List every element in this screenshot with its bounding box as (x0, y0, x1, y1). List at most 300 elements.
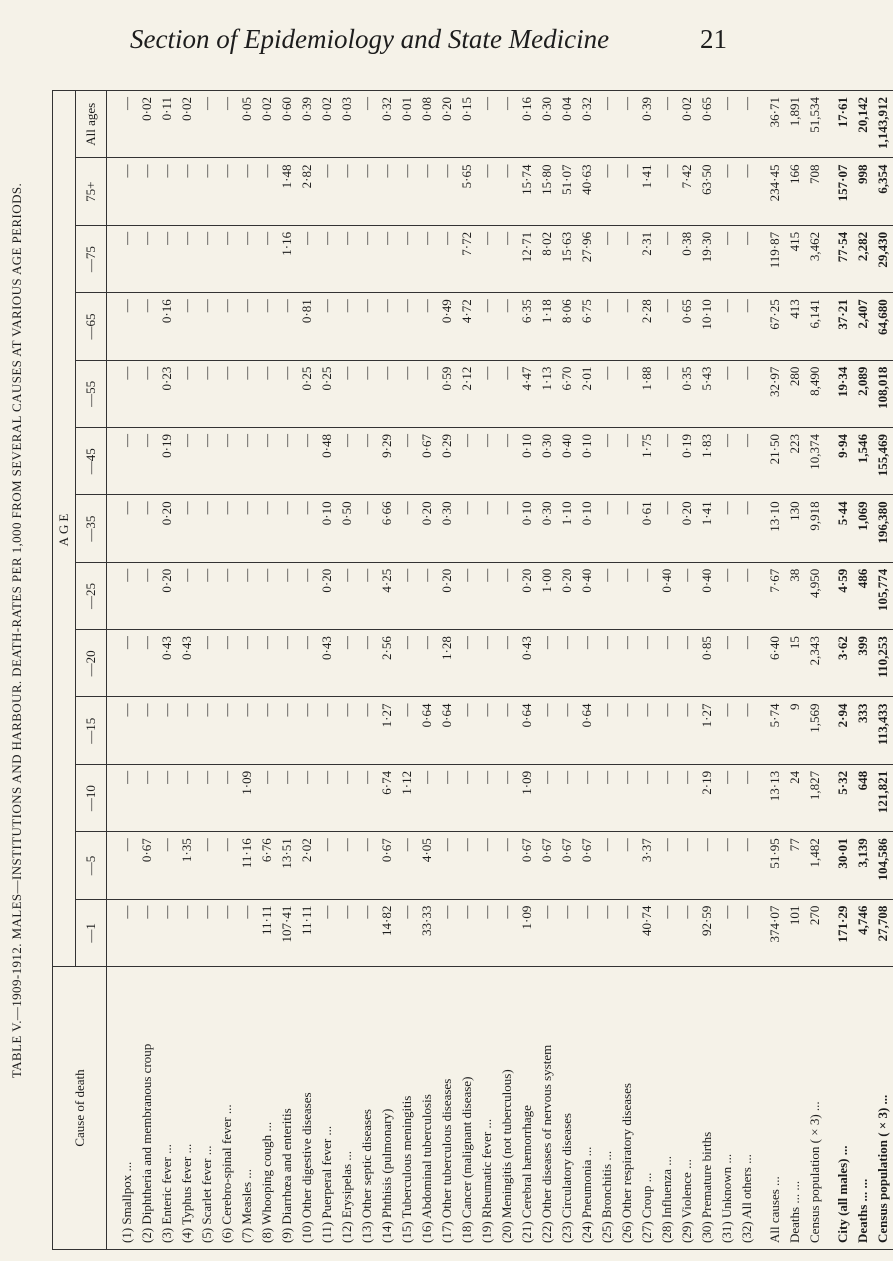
rate-cell: — (107, 91, 138, 159)
rate-cell: — (137, 158, 157, 225)
rate-cell: — (257, 428, 277, 495)
rate-cell: — (417, 225, 437, 292)
rate-cell: — (137, 495, 157, 562)
rate-cell: — (717, 562, 737, 629)
rate-cell: — (677, 899, 697, 966)
rate-cell: — (217, 158, 237, 225)
rate-cell: — (177, 899, 197, 966)
rate-cell: — (497, 91, 517, 159)
rate-cell: — (177, 428, 197, 495)
rate-cell: 38 (785, 562, 805, 629)
rate-cell: 0·16 (517, 91, 537, 159)
rate-cell: — (717, 293, 737, 360)
rate-cell: — (197, 158, 217, 225)
rate-cell: — (597, 899, 617, 966)
cause-label: (29) Violence ... (677, 967, 697, 1250)
rate-cell: — (737, 630, 757, 697)
rate-cell: — (197, 832, 217, 899)
rate-cell: — (437, 899, 457, 966)
cause-label: (15) Tuberculous meningitis (397, 967, 417, 1250)
cause-label: (32) All others ... (737, 967, 757, 1250)
rate-cell: — (257, 293, 277, 360)
rate-cell: — (657, 293, 677, 360)
rate-cell: 10·10 (697, 293, 717, 360)
rate-cell: — (737, 562, 757, 629)
table-row (637, 91, 657, 1250)
rate-cell: 0·20 (417, 495, 437, 562)
rate-cell: 0·11 (157, 91, 177, 159)
cause-label: Census population ( × 3) ... (805, 967, 825, 1250)
rate-cell: 4·47 (517, 360, 537, 427)
rate-cell: — (477, 158, 497, 225)
rate-cell: — (737, 764, 757, 831)
rate-cell: — (277, 495, 297, 562)
rate-cell: — (277, 630, 297, 697)
rate-cell: — (217, 428, 237, 495)
section-title: Section of Epidemiology and State Medicine (130, 24, 610, 54)
rate-cell: — (217, 630, 237, 697)
rate-cell: 0·40 (657, 562, 677, 629)
rate-cell: — (637, 764, 657, 831)
cause-label: (4) Typhus fever ... (177, 967, 197, 1250)
rate-cell: — (397, 428, 417, 495)
rate-cell: 1·00 (537, 562, 557, 629)
rate-cell: 3,462 (805, 225, 825, 292)
rate-cell: — (557, 764, 577, 831)
rate-cell: — (717, 91, 737, 159)
rate-cell: 0·59 (437, 360, 457, 427)
rate-cell: 0·20 (157, 495, 177, 562)
rate-cell: — (657, 428, 677, 495)
rate-cell: — (177, 495, 197, 562)
rate-cell: — (297, 630, 317, 697)
table-row (237, 91, 257, 1250)
rate-cell: — (497, 360, 517, 427)
rate-cell: 0·40 (557, 428, 577, 495)
rate-cell: 17·61 (833, 91, 853, 159)
rate-cell: — (107, 495, 138, 562)
table-row (477, 91, 497, 1250)
table-row (197, 91, 217, 1250)
rate-cell: — (397, 293, 417, 360)
rate-cell: 19·34 (833, 360, 853, 427)
rate-cell: — (297, 495, 317, 562)
rate-cell: — (657, 630, 677, 697)
rate-cell: — (597, 225, 617, 292)
rate-cell: — (437, 225, 457, 292)
rate-cell: 1·88 (637, 360, 657, 427)
rate-cell: 15·74 (517, 158, 537, 225)
rate-cell: — (617, 764, 637, 831)
rate-cell: — (377, 158, 397, 225)
rate-cell: 19·30 (697, 225, 717, 292)
rate-cell: 2·56 (377, 630, 397, 697)
rate-cell: 4·59 (833, 562, 853, 629)
rate-cell: — (737, 360, 757, 427)
rate-cell: — (177, 764, 197, 831)
rate-cell: 0·43 (157, 630, 177, 697)
rate-cell: 0·29 (437, 428, 457, 495)
rate-cell: — (657, 158, 677, 225)
cause-label: (12) Erysipelas ... (337, 967, 357, 1250)
rate-cell: 29,430 (873, 225, 893, 292)
rate-cell: 166 (785, 158, 805, 225)
rate-cell: 104,586 (873, 832, 893, 899)
rate-cell: — (157, 158, 177, 225)
rate-cell: 7·42 (677, 158, 697, 225)
rate-cell: 270 (805, 899, 825, 966)
rate-cell: — (437, 764, 457, 831)
table-row (577, 91, 597, 1250)
rate-cell: — (537, 697, 557, 764)
rate-cell: 108,018 (873, 360, 893, 427)
rate-cell: 119·87 (765, 225, 785, 292)
rate-cell: 0·10 (317, 495, 337, 562)
rate-cell: 0·60 (277, 91, 297, 159)
rate-cell: 223 (785, 428, 805, 495)
rate-cell: 0·30 (437, 495, 457, 562)
rate-cell: 171·29 (833, 899, 853, 966)
rate-cell: — (137, 630, 157, 697)
rate-cell: — (497, 832, 517, 899)
rate-cell: 15·80 (537, 158, 557, 225)
rate-cell: — (557, 697, 577, 764)
rate-cell: 6·70 (557, 360, 577, 427)
rate-cell: 13·10 (765, 495, 785, 562)
rate-cell: 11·16 (237, 832, 257, 899)
rate-cell: — (177, 562, 197, 629)
rate-cell: — (277, 697, 297, 764)
rate-cell: 0·38 (677, 225, 697, 292)
rate-cell: — (107, 158, 138, 225)
rate-cell: 40·74 (637, 899, 657, 966)
rate-cell: 0·19 (157, 428, 177, 495)
rate-cell: 67·25 (765, 293, 785, 360)
age-column-header: —75 (76, 225, 107, 292)
rate-cell: 2·28 (637, 293, 657, 360)
rate-cell: 0·08 (417, 91, 437, 159)
rate-cell: 63·50 (697, 158, 717, 225)
table-row (517, 91, 537, 1250)
rate-cell: — (317, 293, 337, 360)
age-column-header: —10 (76, 764, 107, 831)
rate-cell: 0·02 (177, 91, 197, 159)
rate-cell: — (737, 697, 757, 764)
rate-cell: 0·20 (317, 562, 337, 629)
rate-cell: — (537, 764, 557, 831)
rate-cell: — (177, 697, 197, 764)
rate-cell: — (477, 495, 497, 562)
cause-label: (5) Scarlet fever ... (197, 967, 217, 1250)
rate-cell: — (297, 225, 317, 292)
rate-cell: — (237, 360, 257, 427)
rate-cell: — (257, 495, 277, 562)
rate-cell: — (657, 360, 677, 427)
rate-cell: — (397, 225, 417, 292)
rate-cell: 1,546 (853, 428, 873, 495)
rate-cell: 486 (853, 562, 873, 629)
rate-cell: 0·16 (157, 293, 177, 360)
rate-cell: 5·43 (697, 360, 717, 427)
page-number: 21 (700, 24, 727, 54)
rate-cell: 0·48 (317, 428, 337, 495)
rate-cell: — (617, 630, 637, 697)
rate-cell: 0·20 (677, 495, 697, 562)
rate-cell: 32·97 (765, 360, 785, 427)
rate-cell: 1,569 (805, 697, 825, 764)
cause-label: (20) Meningitis (not tuberculous) (497, 967, 517, 1250)
rate-cell: — (337, 764, 357, 831)
cause-label: (26) Other respiratory diseases (617, 967, 637, 1250)
rate-cell: — (217, 225, 237, 292)
rate-cell: 4·72 (457, 293, 477, 360)
rate-cell: — (177, 225, 197, 292)
rate-cell: — (357, 562, 377, 629)
rate-cell: — (197, 630, 217, 697)
rate-cell: — (417, 293, 437, 360)
rate-cell: 0·20 (437, 91, 457, 159)
rate-cell: 0·02 (257, 91, 277, 159)
rate-cell: 2·82 (297, 158, 317, 225)
rate-cell: 0·61 (637, 495, 657, 562)
table-row (805, 91, 825, 1250)
rate-cell: — (337, 360, 357, 427)
rate-cell: — (277, 764, 297, 831)
rate-cell: 37·21 (833, 293, 853, 360)
cause-label: (21) Cerebral hæmorrhage (517, 967, 537, 1250)
rate-cell: 374·07 (765, 899, 785, 966)
age-column-header: —25 (76, 562, 107, 629)
rate-cell: — (197, 697, 217, 764)
rate-cell: 9,918 (805, 495, 825, 562)
cause-label: (8) Whooping cough ... (257, 967, 277, 1250)
running-header (0, 0, 800, 82)
age-super-header: AGE (53, 91, 76, 967)
rate-cell: — (737, 293, 757, 360)
rate-cell: — (177, 360, 197, 427)
rate-cell: — (497, 630, 517, 697)
table-row (397, 91, 417, 1250)
rate-cell: 8,490 (805, 360, 825, 427)
rate-cell: — (717, 360, 737, 427)
rate-cell: 1,891 (785, 91, 805, 159)
rate-cell: 998 (853, 158, 873, 225)
rate-cell: 0·10 (517, 495, 537, 562)
rate-cell: — (477, 91, 497, 159)
rate-cell: — (717, 225, 737, 292)
rate-cell: — (597, 832, 617, 899)
rate-cell: 708 (805, 158, 825, 225)
rate-cell: 234·45 (765, 158, 785, 225)
rate-cell: — (357, 899, 377, 966)
rate-cell: 0·30 (537, 428, 557, 495)
rate-cell: — (317, 764, 337, 831)
rate-cell: 2·01 (577, 360, 597, 427)
rate-cell: — (297, 428, 317, 495)
rate-cell: 77·54 (833, 225, 853, 292)
rate-cell: — (377, 360, 397, 427)
rate-cell: — (377, 225, 397, 292)
cause-header: Cause of death (53, 967, 107, 1250)
rate-cell: — (157, 764, 177, 831)
rate-cell: 4·05 (417, 832, 437, 899)
rate-cell: — (677, 764, 697, 831)
cause-label: Census population ( × 3) ... (873, 967, 893, 1250)
rate-cell: 0·32 (577, 91, 597, 159)
rate-cell: — (717, 630, 737, 697)
rate-cell: 8·06 (557, 293, 577, 360)
rate-cell: 3,139 (853, 832, 873, 899)
rate-cell: — (717, 428, 737, 495)
table-row (497, 91, 517, 1250)
rate-cell: 12·71 (517, 225, 537, 292)
rate-cell: — (237, 697, 257, 764)
rate-cell: — (397, 158, 417, 225)
rate-cell: 0·30 (537, 91, 557, 159)
rate-cell: — (497, 428, 517, 495)
rate-cell: — (337, 293, 357, 360)
rate-cell: — (357, 293, 377, 360)
rate-cell: 5·65 (457, 158, 477, 225)
rotated-table-wrapper (52, 90, 890, 1250)
rate-cell: — (637, 630, 657, 697)
rate-cell: 1·75 (637, 428, 657, 495)
rate-cell: — (197, 899, 217, 966)
rate-cell: — (657, 832, 677, 899)
table-caption: TABLE V.—1909-1912. MALES—INSTITUTIONS AND HARBOUR. DEATH-RATES PER 1,000 FROM SEVERAL CAUSES AT VARIOUS AGE PERIODS. (9, 182, 24, 1079)
rate-cell: — (357, 697, 377, 764)
rate-cell: — (477, 428, 497, 495)
rate-cell: — (177, 293, 197, 360)
rate-cell: — (357, 158, 377, 225)
rate-cell: 113,433 (873, 697, 893, 764)
rate-cell: 0·67 (557, 832, 577, 899)
rate-cell: — (297, 562, 317, 629)
rate-cell: — (137, 428, 157, 495)
rate-cell: 14·82 (377, 899, 397, 966)
rate-cell: 10,374 (805, 428, 825, 495)
rate-cell: 121,821 (873, 764, 893, 831)
rate-cell: 3·37 (637, 832, 657, 899)
rate-cell: — (477, 630, 497, 697)
rate-cell: — (617, 91, 637, 159)
rate-cell: 2·12 (457, 360, 477, 427)
age-column-header: —45 (76, 428, 107, 495)
rate-cell: — (397, 562, 417, 629)
rate-cell: — (737, 428, 757, 495)
rate-cell: 0·67 (537, 832, 557, 899)
rate-cell: 0·64 (517, 697, 537, 764)
rate-cell: 0·20 (437, 562, 457, 629)
rate-cell: — (497, 158, 517, 225)
rate-cell: 2·94 (833, 697, 853, 764)
age-column-header: —55 (76, 360, 107, 427)
spacer-row (825, 91, 833, 1250)
rate-cell: — (157, 225, 177, 292)
cause-label: (19) Rheumatic fever ... (477, 967, 497, 1250)
rate-cell: 1,069 (853, 495, 873, 562)
rate-cell: 0·64 (417, 697, 437, 764)
table-row (137, 91, 157, 1250)
rate-cell: — (737, 225, 757, 292)
rate-cell: 0·39 (637, 91, 657, 159)
rate-cell: — (157, 697, 177, 764)
rate-cell: — (457, 832, 477, 899)
rate-cell: — (737, 158, 757, 225)
rate-cell: — (737, 91, 757, 159)
rate-cell: 399 (853, 630, 873, 697)
rate-cell: 0·30 (537, 495, 557, 562)
rate-cell: 6·74 (377, 764, 397, 831)
rate-cell: — (217, 562, 237, 629)
rate-cell: 1·10 (557, 495, 577, 562)
rate-cell: — (617, 697, 637, 764)
rate-cell: 130 (785, 495, 805, 562)
rate-cell: — (657, 495, 677, 562)
rate-cell: — (617, 495, 637, 562)
rate-cell: 280 (785, 360, 805, 427)
rate-cell: 0·04 (557, 91, 577, 159)
cause-label: (7) Measles ... (237, 967, 257, 1250)
age-column-header: All ages (76, 91, 107, 159)
rate-cell: — (417, 158, 437, 225)
cause-label: (30) Premature births (697, 967, 717, 1250)
rate-cell: — (197, 495, 217, 562)
cause-label: (24) Pneumonia ... (577, 967, 597, 1250)
rate-cell: 0·43 (317, 630, 337, 697)
rate-cell: 2·31 (637, 225, 657, 292)
rate-cell: — (137, 225, 157, 292)
rate-cell: — (137, 899, 157, 966)
table-row (833, 91, 853, 1250)
rate-cell: — (477, 562, 497, 629)
rate-cell: 0·67 (577, 832, 597, 899)
rate-cell: — (417, 764, 437, 831)
rate-cell: — (337, 630, 357, 697)
cause-label: (11) Puerperal fever ... (317, 967, 337, 1250)
rate-cell: — (677, 832, 697, 899)
cause-label: Deaths ... ... (785, 967, 805, 1250)
rate-cell: — (457, 495, 477, 562)
table-row (785, 91, 805, 1250)
rate-cell: — (137, 562, 157, 629)
rate-cell: — (337, 225, 357, 292)
rate-cell: — (497, 495, 517, 562)
rate-cell: 8·02 (537, 225, 557, 292)
rate-cell: — (397, 495, 417, 562)
age-column-header: —1 (76, 899, 107, 966)
age-column-header: —65 (76, 293, 107, 360)
rate-cell: — (457, 764, 477, 831)
rate-cell: — (197, 360, 217, 427)
rate-cell: — (197, 91, 217, 159)
rate-cell: — (137, 293, 157, 360)
rate-cell: — (617, 360, 637, 427)
rate-cell: 9·94 (833, 428, 853, 495)
rate-cell: 0·02 (677, 91, 697, 159)
rate-cell: 0·01 (397, 91, 417, 159)
table-row (597, 91, 617, 1250)
rate-cell: — (697, 832, 717, 899)
cause-label: (27) Croup ... (637, 967, 657, 1250)
cause-label: (9) Diarrhœa and enteritis (277, 967, 297, 1250)
rate-cell: 0·65 (697, 91, 717, 159)
rate-cell: — (737, 495, 757, 562)
rate-cell: — (217, 899, 237, 966)
rate-cell: — (457, 562, 477, 629)
rate-cell: — (597, 293, 617, 360)
age-column-header: —35 (76, 495, 107, 562)
